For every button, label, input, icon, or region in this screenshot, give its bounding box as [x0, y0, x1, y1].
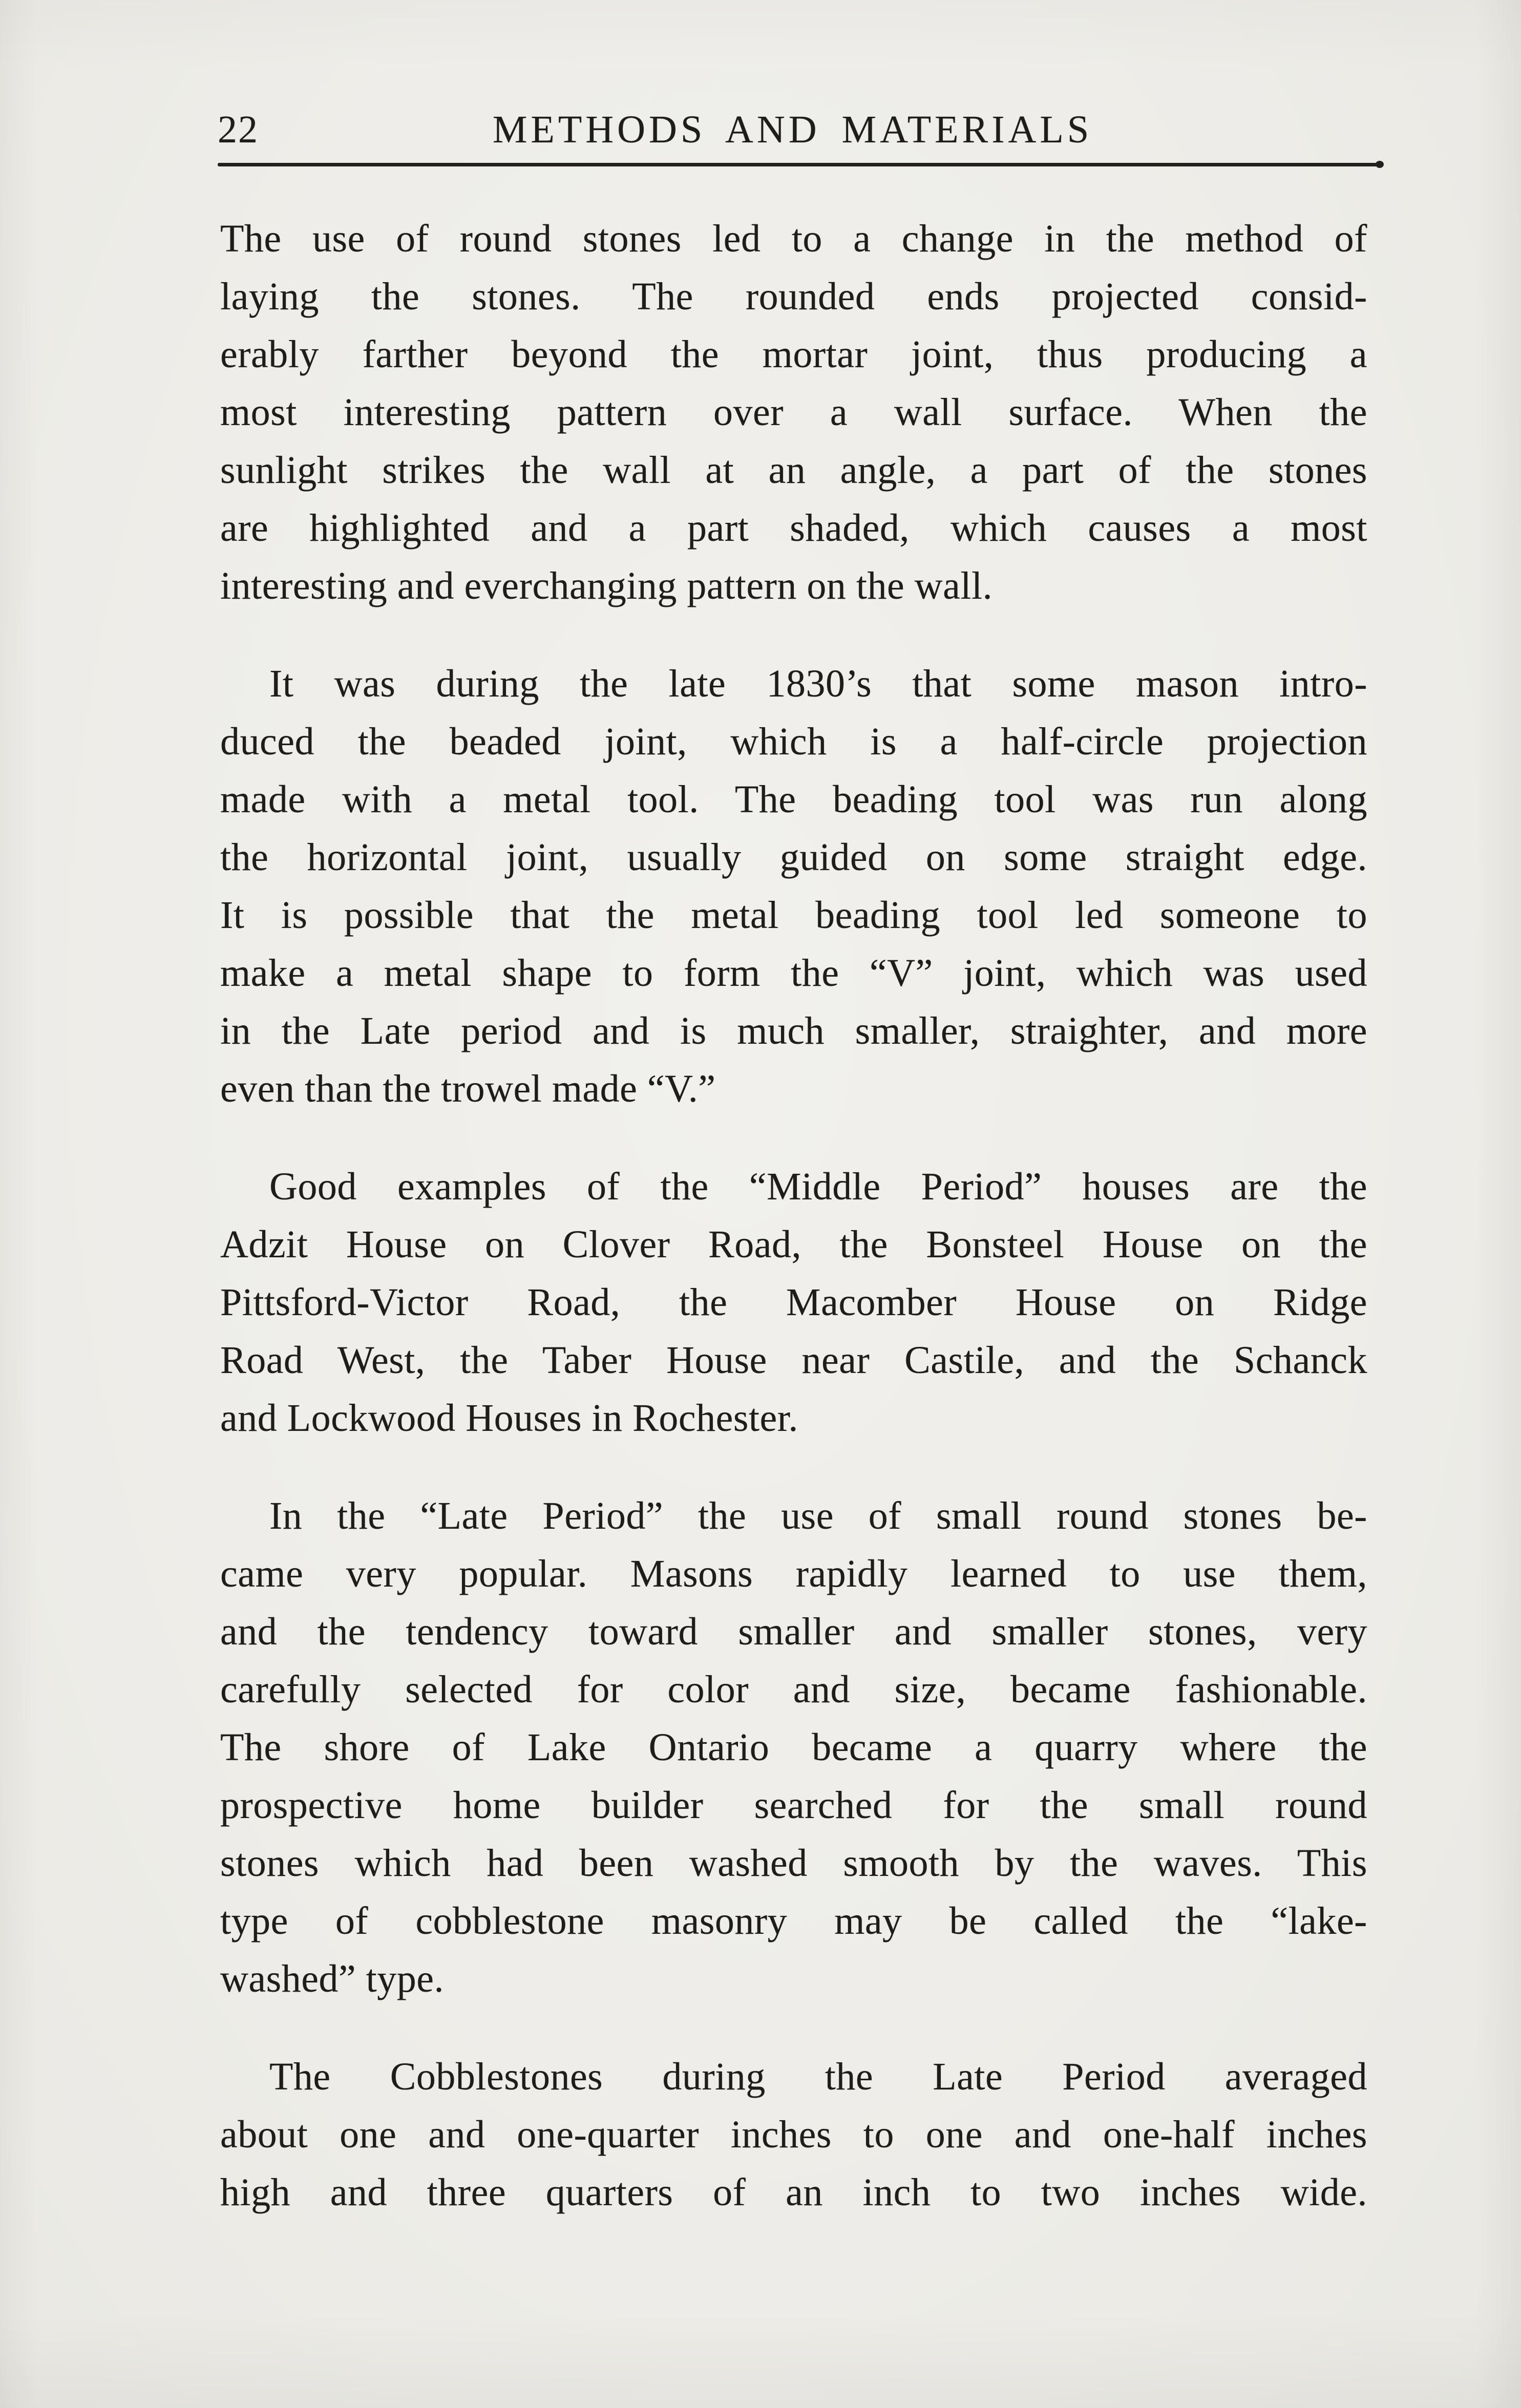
text-line: The Cobblestones during the Late Period averaged — [269, 2055, 1367, 2098]
paragraph — [220, 655, 1367, 1118]
running-header-title: METHODS AND MATERIALS — [492, 108, 1093, 151]
text-line: It was during the late 1830’s that some mason intro- — [269, 662, 1367, 705]
text-line: The shore of Lake Ontario became a quarry where the — [220, 1726, 1367, 1769]
text-line: prospective home builder searched for the small round — [220, 1784, 1367, 1827]
text-line: are highlighted and a part shaded, which causes a most — [220, 506, 1367, 550]
text-line: sunlight strikes the wall at an angle, a part of the stones — [220, 449, 1367, 492]
text-line: the horizontal joint, usually guided on some straight edge. — [220, 836, 1367, 879]
text-line: made with a metal tool. The beading tool was run along — [220, 778, 1367, 821]
text-line: and the tendency toward smaller and smaller stones, very — [220, 1610, 1367, 1653]
text-line: even than the trowel made “V.” — [220, 1067, 716, 1110]
text-line: and Lockwood Houses in Rochester. — [220, 1397, 798, 1440]
text-line: about one and one-quarter inches to one and one-half inches — [220, 2113, 1367, 2156]
text-line: In the “Late Period” the use of small round stones be- — [269, 1494, 1367, 1537]
text-line: Pittsford-Victor Road, the Macomber House on Ridge — [220, 1281, 1367, 1324]
text-line: make a metal shape to form the “V” joint, which was used — [220, 952, 1367, 995]
text-line: Good examples of the “Middle Period” houses are the — [269, 1165, 1367, 1208]
text-line: stones which had been washed smooth by the waves. This — [220, 1842, 1367, 1885]
text-line: It is possible that the metal beading tool led someone to — [220, 894, 1367, 937]
text-line: in the Late period and is much smaller, straighter, and more — [220, 1009, 1367, 1052]
text-line: The use of round stones led to a change in the method of — [220, 217, 1367, 260]
text-line: laying the stones. The rounded ends projected consid- — [220, 275, 1367, 318]
page-number: 22 — [218, 108, 259, 151]
paragraph — [220, 1487, 1367, 2008]
text-line: type of cobblestone masonry may be called the “lake- — [220, 1899, 1367, 1942]
running-header — [218, 110, 1367, 156]
paragraph — [220, 2048, 1367, 2222]
body-text-block — [220, 210, 1367, 2222]
header-rule — [218, 163, 1381, 166]
text-line: carefully selected for color and size, became fashionable. — [220, 1668, 1367, 1711]
header-rule-end-blot — [1376, 161, 1384, 168]
text-line: duced the beaded joint, which is a half-circle projection — [220, 720, 1367, 763]
text-line: most interesting pattern over a wall surface. When the — [220, 391, 1367, 434]
paragraph — [220, 210, 1367, 615]
text-line: Adzit House on Clover Road, the Bonsteel House on the — [220, 1223, 1367, 1266]
text-line: Road West, the Taber House near Castile, and the Schanck — [220, 1339, 1367, 1382]
text-line: came very popular. Masons rapidly learned to use them, — [220, 1552, 1367, 1595]
text-line: washed” type. — [220, 1957, 445, 2000]
paragraph — [220, 1158, 1367, 1447]
text-line: high and three quarters of an inch to two inches wide. — [220, 2171, 1367, 2214]
text-line: erably farther beyond the mortar joint, thus producing a — [220, 333, 1367, 376]
text-line: interesting and everchanging pattern on the wall. — [220, 564, 993, 607]
